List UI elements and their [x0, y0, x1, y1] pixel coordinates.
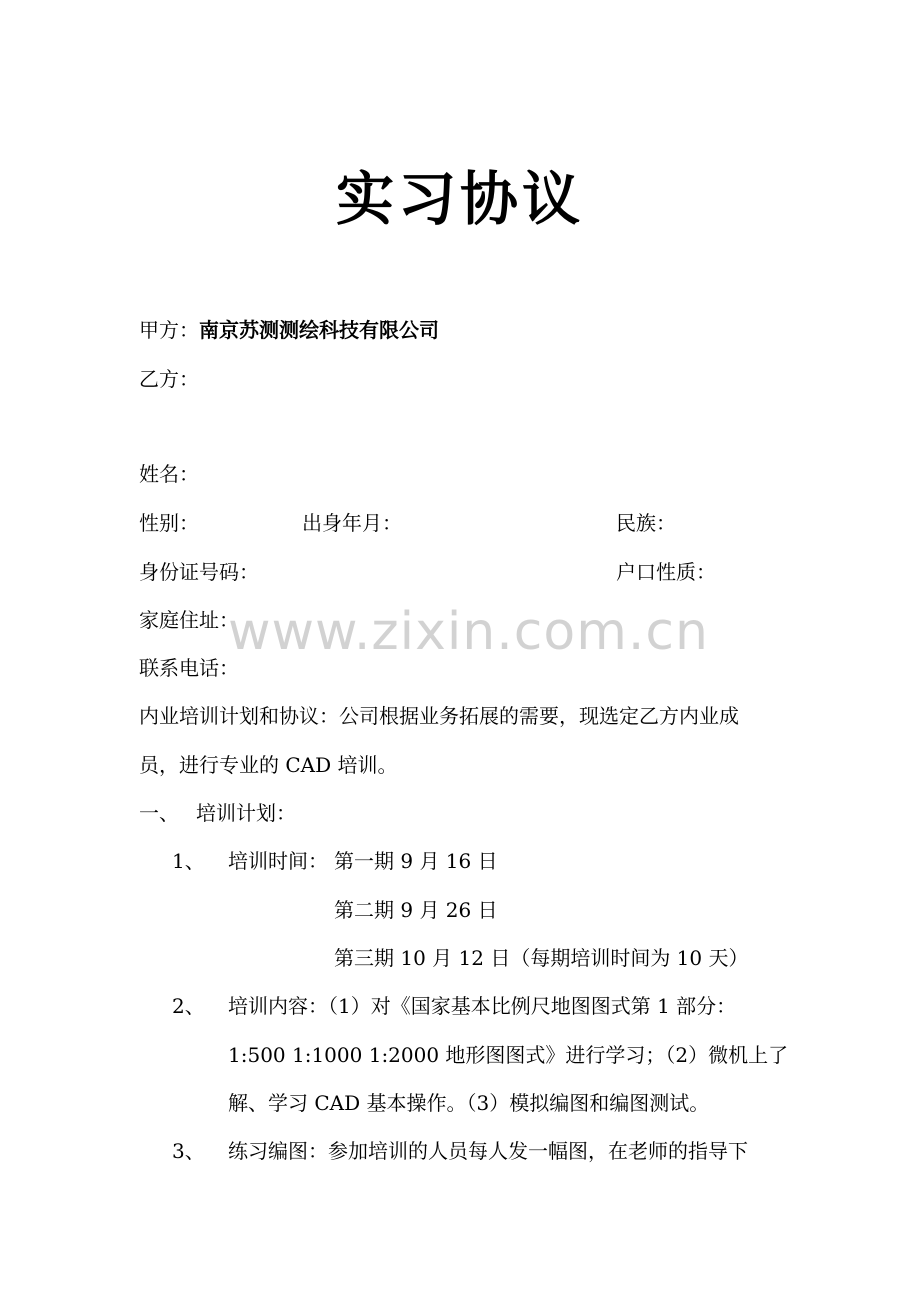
intro-line-2: 员，进行专业的 CAD 培训。: [139, 753, 398, 777]
address-label: 家庭住址：: [139, 608, 239, 632]
section-1-number: 一、: [139, 801, 179, 825]
party-a-label: 甲方：: [139, 318, 199, 342]
watermark: www.zixin.com.cn: [228, 602, 709, 662]
item-1-line-2: 第二期 9 月 26 日: [334, 898, 498, 922]
ethnicity-label: 民族：: [616, 511, 676, 535]
item-2-line-3: 解、学习 CAD 基本操作。（3）模拟编图和编图测试。: [228, 1091, 710, 1115]
item-3-number: 3、: [172, 1139, 205, 1163]
item-1-line-3: 第三期 10 月 12 日（每期培训时间为 10 天）: [334, 946, 749, 970]
party-b-label: 乙方：: [139, 367, 199, 391]
item-1-number: 1、: [172, 849, 205, 873]
item-1-line-1: 第一期 9 月 16 日: [334, 849, 498, 873]
item-2-line-2: 1:500 1:1000 1:2000 地形图图式》进行学习；（2）微机上了: [228, 1043, 789, 1067]
item-3-line-1: 练习编图：参加培训的人员每人发一幅图，在老师的指导下: [228, 1139, 748, 1163]
party-a-row: [139, 316, 439, 344]
phone-label: 联系电话：: [139, 656, 239, 680]
item-1-label: 培训时间：: [228, 849, 328, 873]
name-label: 姓名：: [139, 462, 199, 486]
gender-label: 性别：: [139, 511, 199, 535]
section-1-title: 培训计划：: [196, 801, 296, 825]
document-title: 实习协议: [335, 165, 584, 233]
hukou-label: 户口性质：: [616, 560, 716, 584]
party-a-name: 南京苏测测绘科技有限公司: [199, 318, 439, 342]
item-2-line-1: 培训内容：（1）对《国家基本比例尺地图图式第 1 部分：: [228, 994, 737, 1018]
item-2-number: 2、: [172, 994, 205, 1018]
id-number-label: 身份证号码：: [139, 560, 259, 584]
birth-label: 出身年月：: [302, 511, 402, 535]
intro-line-1: 内业培训计划和协议：公司根据业务拓展的需要，现选定乙方内业成: [139, 704, 739, 728]
